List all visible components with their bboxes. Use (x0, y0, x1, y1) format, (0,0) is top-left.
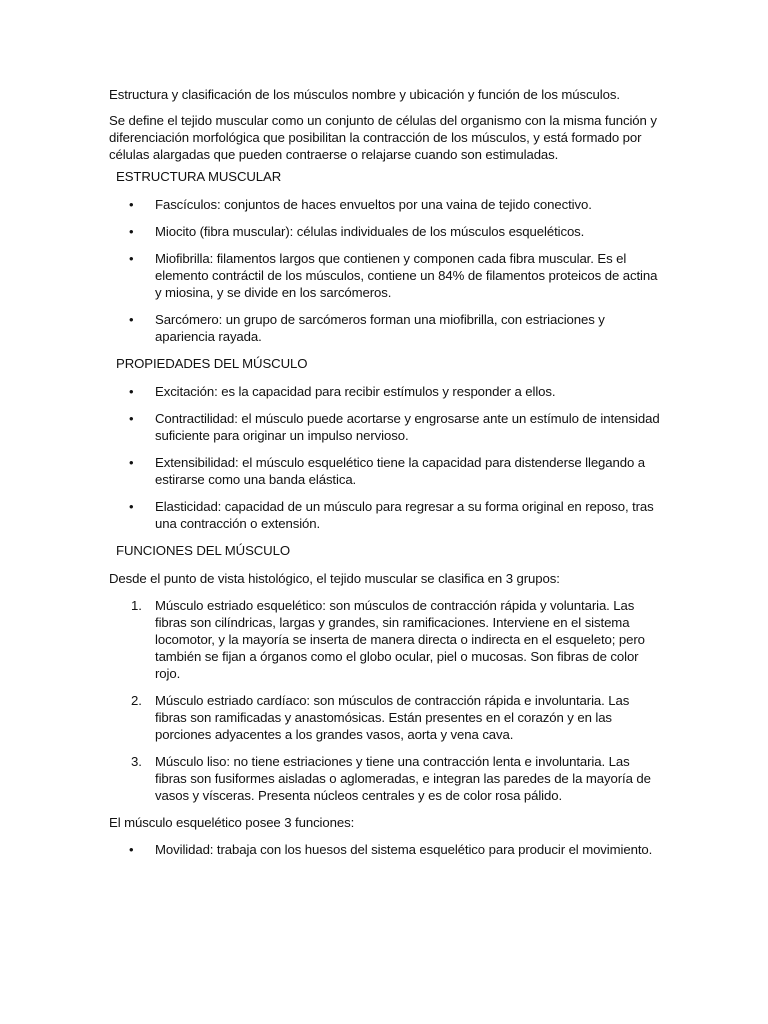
list-item: • Miofibrilla: filamentos largos que contienen y componen cada fibra muscular. Es el elemento contráctil de los músculos, contiene un 84% de filamentos proteicos de actina y miosina, y se divide en los sarcómeros. (109, 250, 661, 301)
list-item: • Movilidad: trabaja con los huesos del sistema esquelético para producir el movimiento. (109, 841, 661, 858)
item-number: 2. (131, 693, 142, 708)
funciones-list (109, 841, 661, 858)
item-text: Músculo estriado esquelético: son músculos de contracción rápida y voluntaria. Las fibras son cilíndricas, largas y grandes, sin ramificaciones. Interviene en el sistema locomotor, y la mayoría se inserta de manera directa o indirecta en el esqueleto; pero también se fijan a órganos como el globo ocular, piel o mucosas. Son fibras de color rojo. (155, 598, 645, 681)
funciones-lead-2: El músculo esquelético posee 3 funciones: (109, 815, 355, 830)
numbered-item (109, 753, 661, 804)
item-text: Músculo estriado cardíaco: son músculos de contracción rápida e involuntaria. Las fibras son ramificadas y anastomósicas. Están presentes en el corazón y en las porciones adyacentes a los grandes vasos, aorta y vena cava. (155, 693, 630, 742)
numbered-item (109, 597, 661, 682)
numbered-item (109, 692, 661, 743)
section-heading-funciones: FUNCIONES DEL MÚSCULO (116, 543, 290, 558)
list-item: • Fascículos: conjuntos de haces envueltos por una vaina de tejido conectivo. (109, 196, 661, 213)
propiedades-list (109, 383, 661, 532)
grupos-list (109, 597, 661, 804)
document-title: Estructura y clasificación de los músculos nombre y ubicación y función de los músculos. (109, 87, 620, 102)
intro-paragraph: Se define el tejido muscular como un conjunto de células del organismo con la misma función y diferenciación morfológica que posibilitan la contracción de los músculos, y está formado por células alargadas que pueden contraerse o relajarse cuando son estimuladas. (109, 113, 657, 162)
list-item: • Contractilidad: el músculo puede acortarse y engrosarse ante un estímulo de intensidad suficiente para originar un impulso nervioso. (109, 410, 661, 444)
section-heading-estructura: ESTRUCTURA MUSCULAR (116, 169, 282, 184)
section-heading-propiedades: PROPIEDADES DEL MÚSCULO (116, 356, 308, 371)
list-item: • Excitación: es la capacidad para recibir estímulos y responder a ellos. (109, 383, 661, 400)
document-body (109, 86, 661, 864)
item-text: Músculo liso: no tiene estriaciones y tiene una contracción lenta e involuntaria. Las fibras son fusiformes aisladas o aglomeradas, e integran las paredes de la mayoría de vasos y vísceras. Presenta núcleos centrales y es de color rosa pálido. (155, 754, 651, 803)
estructura-list (109, 196, 661, 345)
item-number: 1. (131, 598, 142, 613)
list-item: • Miocito (fibra muscular): células individuales de los músculos esqueléticos. (109, 223, 661, 240)
item-number: 3. (131, 754, 142, 769)
list-item: • Sarcómero: un grupo de sarcómeros forman una miofibrilla, con estriaciones y apariencia rayada. (109, 311, 661, 345)
list-item: • Extensibilidad: el músculo esquelético tiene la capacidad para distenderse llegando a estirarse como una banda elástica. (109, 454, 661, 488)
list-item: • Elasticidad: capacidad de un músculo para regresar a su forma original en reposo, tras una contracción o extensión. (109, 498, 661, 532)
funciones-lead: Desde el punto de vista histológico, el tejido muscular se clasifica en 3 grupos: (109, 571, 560, 586)
